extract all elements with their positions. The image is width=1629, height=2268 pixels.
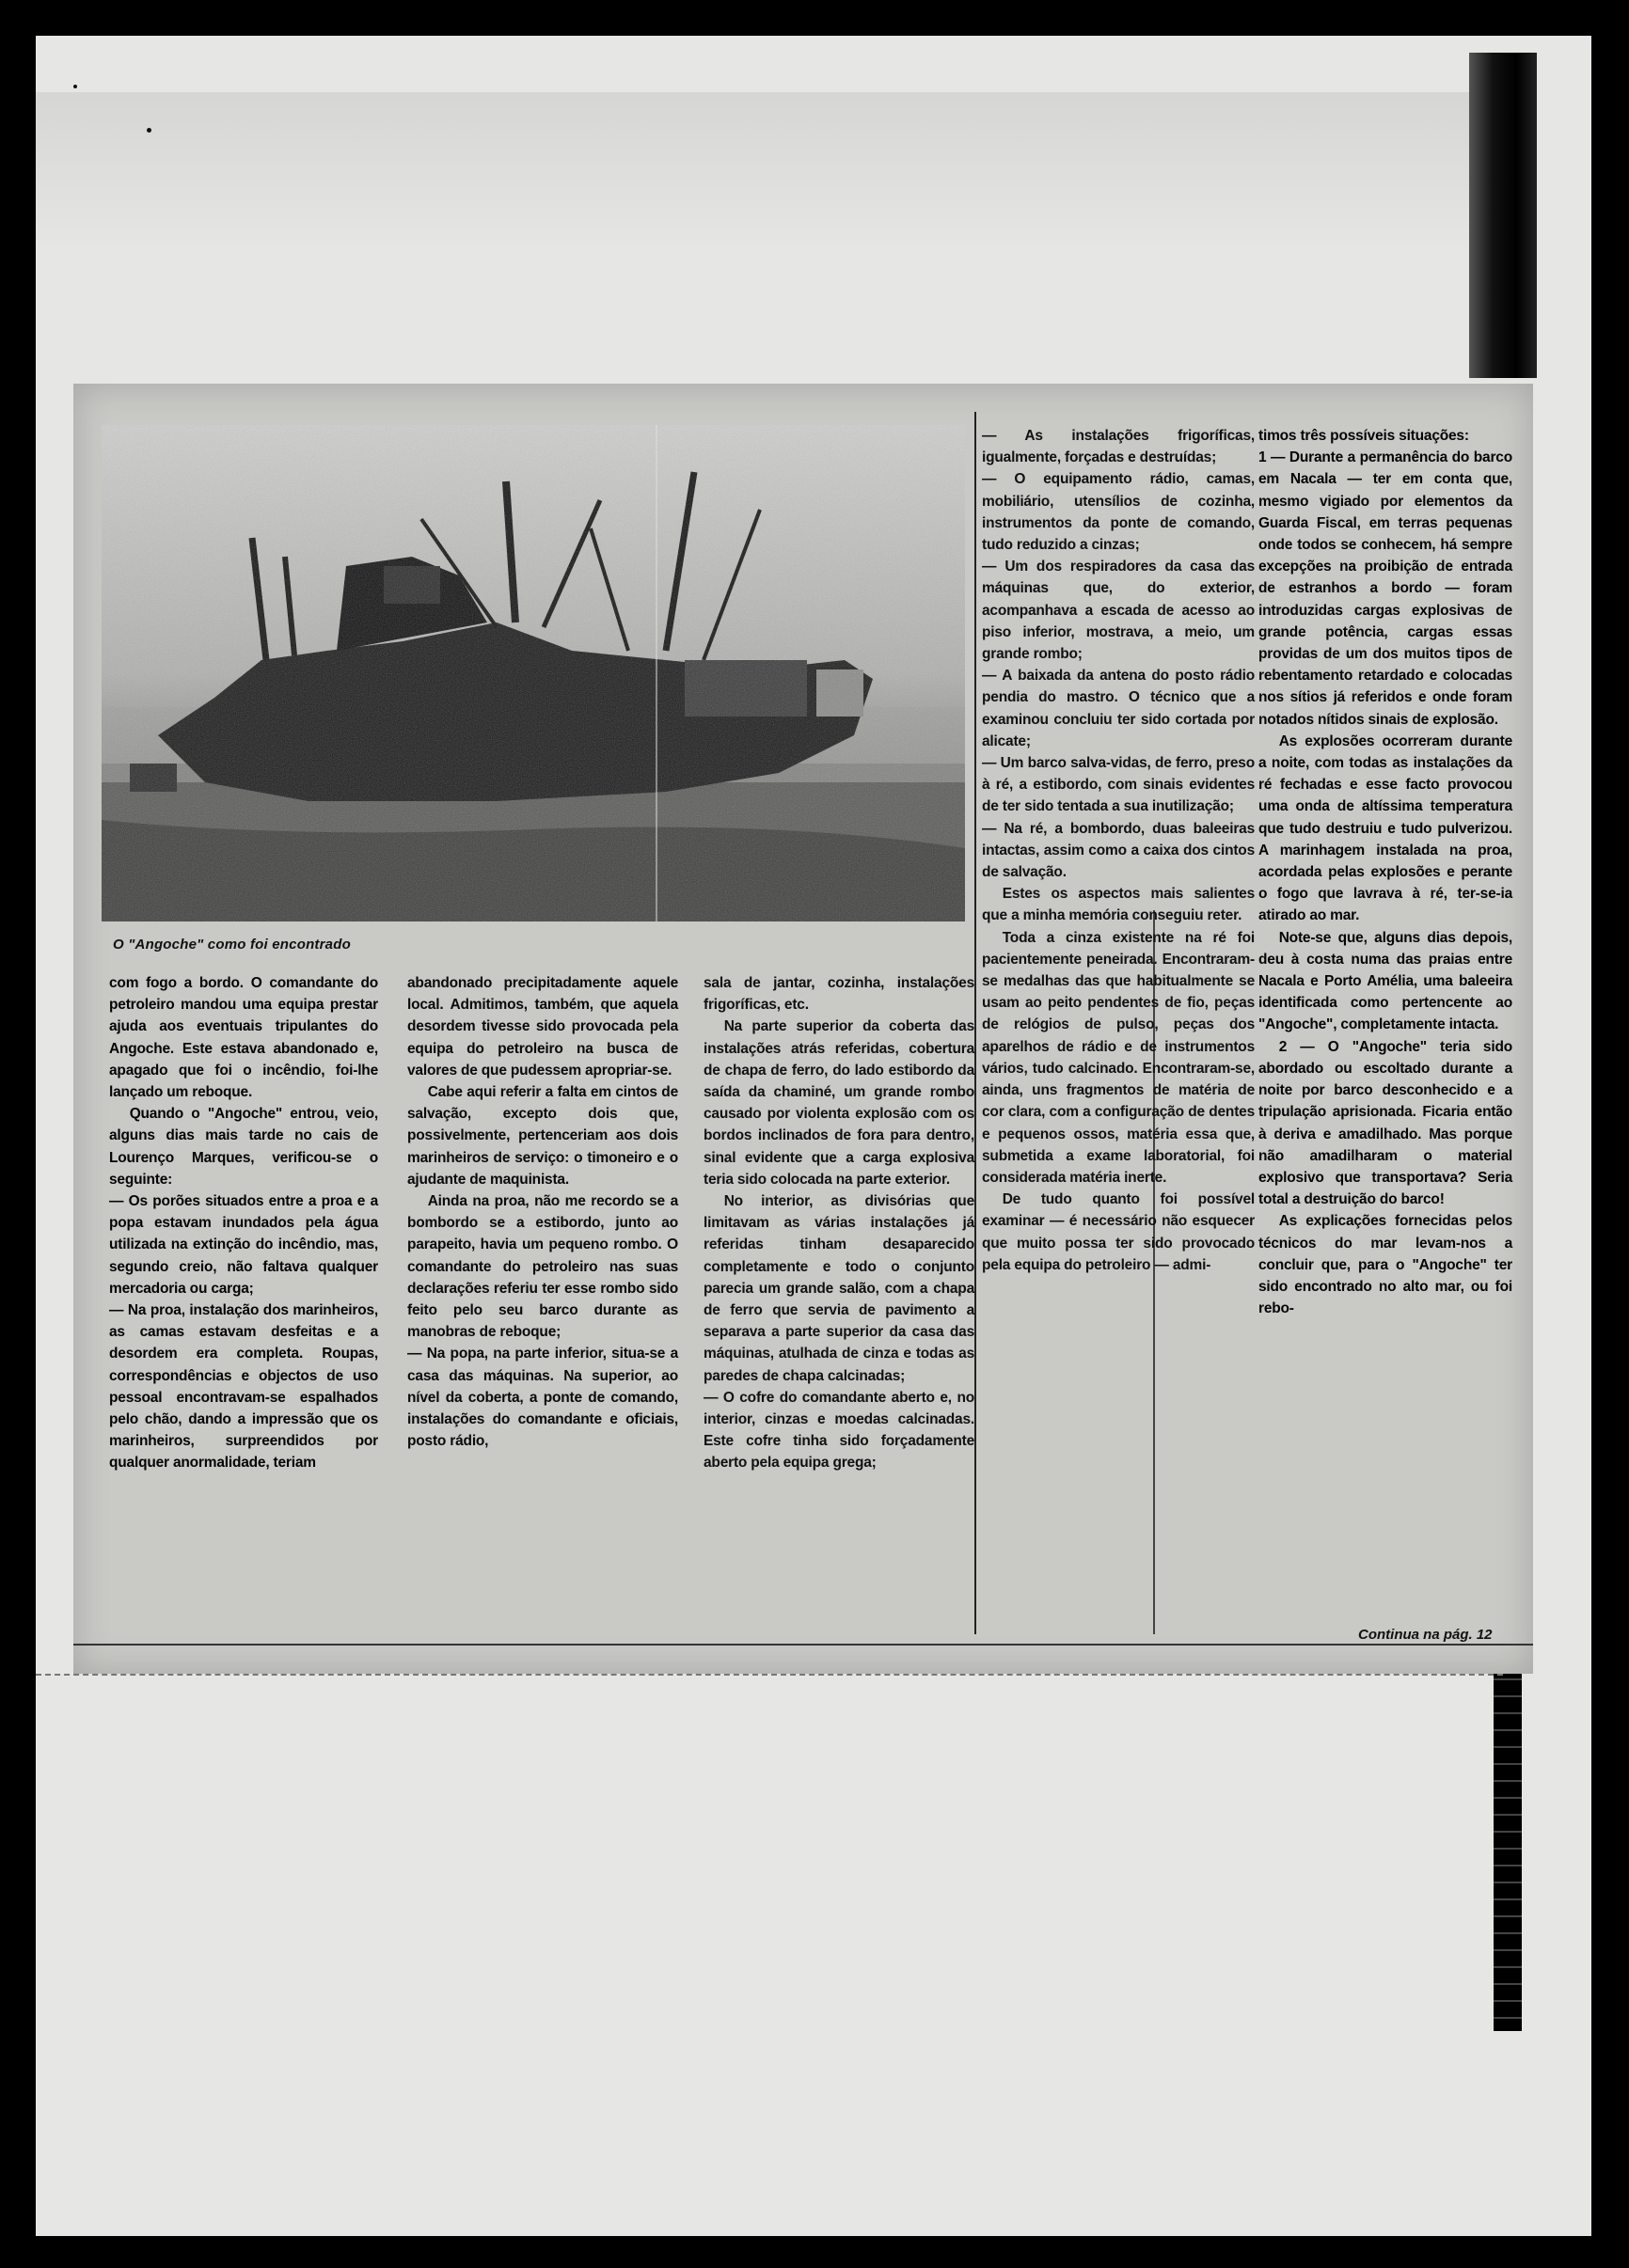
paragraph: timos três possíveis situações: [1258,428,1469,444]
paragraph: — O cofre do comandante aberto e, no interior, cinzas e moedas calcinadas. Este cofre tinha sido forçadamente aberto pela equipa grega; [704,1389,974,1472]
scan-edge-shadow [1494,1655,1522,2031]
paragraph: — A baixada da antena do posto rádio pendia do mastro. O técnico que a examinou concluiu ter sido cortada por alicate; [982,668,1255,749]
paragraph: — Os porões situados entre a proa e a popa estavam inundados pela água utilizada na extinção do incêndio, mas, segundo creio, não faltava qualquer mercadoria ou carga; [109,1193,378,1297]
paragraph: — As instalações frigoríficas, igualmente, forçadas e destruídas; [982,428,1255,466]
paragraph: — Na proa, instalação dos marinheiros, as camas estavam desfeitas e a desordem era completa. Roupas, correspondências e objectos de uso pessoal encontravam-se espalhados pelo chão, dando a impressão que os marinheiros, surpreendidos por qualquer anormalidade, teriam [109,1302,378,1472]
ship-photo [102,425,965,921]
paragraph: 2 — O "Angoche" teria sido abordado ou escoltado durante a noite por barco desconhecido e a tripulação aprisionada. Ficaria então à deriva e amadilhado. Mas porque não amadilharam o material explosivo que transportava? Seria total a destruição do barco! [1258,1038,1512,1208]
article-column-3 [704,972,974,1474]
article-column-4 [982,425,1255,1276]
article-column-5 [1258,425,1512,1319]
clipping-bottom-edge [73,1644,1533,1646]
paragraph: Quando o "Angoche" entrou, veio, alguns dias mais tarde no cais de Lourenço Marques, verificou-se o seguinte: [109,1106,378,1188]
paragraph: sala de jantar, cozinha, instalações frigoríficas, etc. [704,975,974,1014]
paragraph: abandonado precipitadamente aquele local. Admitimos, também, que aquela desordem tivesse sido provocada pela equipa do petroleiro na busca de valores de que pudessem apropriar-se. [407,975,678,1079]
paragraph: As explicações fornecidas pelos técnicos do mar levam-nos a concluir que, para o "Angoche" ter sido encontrado no alto mar, ou foi rebo- [1258,1213,1512,1317]
paragraph: No interior, as divisórias que limitavam as várias instalações já referidas tinham desaparecido completamente e todo o conjunto parecia um grande salão, com a chapa de ferro que servia de pavimento a separava a parte superior da casa das máquinas, atulhada de cinza e todas as paredes de chapa calcinadas; [704,1193,974,1384]
scan-speck [147,128,151,133]
ship-silhouette [102,425,965,921]
paragraph: — Na popa, na parte inferior, situa-se a casa das máquinas. Na superior, ao nível da coberta, a ponte de comando, instalações do comandante e oficiais, posto rádio, [407,1346,678,1450]
paragraph: 1 — Durante a permanência do barco em Nacala — ter em conta que, mesmo vigiado por elementos da Guarda Fiscal, em terras pequenas onde todos se conhecem, há sempre excepções na proibição de entrada de estranhos a bordo — foram introduzidas cargas explosivas de grande potência, cargas essas providas de um dos muitos tipos de rebentamento retardado e colocadas nos sítios já referidos e onde foram notados nítidos sinais de explosão. [1258,449,1512,728]
scan-shading [36,92,1503,252]
newspaper-clipping [73,384,1533,1674]
article-column-2 [407,972,678,1452]
paragraph: Cabe aqui referir a falta em cintos de salvação, excepto dois que, possivelmente, pertenceriam aos dois marinheiros de serviço: o timoneiro e o ajudante de maquinista. [407,1084,678,1188]
column-divider [974,412,976,1634]
paragraph: Na parte superior da coberta das instalações atrás referidas, cobertura de chapa de ferro, do lado estibordo da saída da chaminé, um grande rombo causado por violenta explosão com os bordos inclinados de fora para dentro, sinal evidente que a carga explosiva teria sido colocada na parte exterior. [704,1018,974,1188]
photo-caption: O "Angoche" como foi encontrado [113,937,351,953]
paragraph: De tudo quanto foi possível examinar — é necessário não esquecer que muito possa ter sido provocado pela equipa do petroleiro — admi- [982,1191,1255,1273]
paragraph: Toda a cinza existente na ré foi pacientemente peneirada. Encontraram-se medalhas das que habitualmente se usam ao peito pendentes de fio, peças de relógios de pulso, peças dos aparelhos de rádio e de instrumentos vários, tudo calcinado. Encontraram-se, ainda, uns fragmentos de matéria de cor clara, com a configuração de dentes e pequenos ossos, matéria essa que, submetida a exame laboratorial, foi considerada matéria inerte. [982,929,1255,1186]
paragraph: Ainda na proa, não me recordo se a bombordo se a estibordo, junto ao parapeito, havia um pequeno rombo. O comandante do petroleiro nas suas declarações referiu ter esse rombo sido feito pelo seu barco durante as manobras de reboque; [407,1193,678,1341]
paragraph: — Um barco salva-vidas, de ferro, preso à ré, a estibordo, com sinais evidentes de ter sido tentada a sua inutilização; [982,755,1255,815]
scan-edge-shadow [1469,53,1537,378]
continued-note: Continua na pág. 12 [1358,1627,1493,1643]
paragraph: As explosões ocorreram durante a noite, com todas as instalações da ré fechadas e esse facto provocou uma onda de altíssima temperatura que tudo destruiu e tudo pulverizou. A marinhagem instalada na proa, acordada pelas explosões e perante o fogo que lavrava à ré, ter-se-ia atirado ao mar. [1258,732,1512,924]
article-column-1 [109,972,378,1474]
paragraph: Estes os aspectos mais salientes que a minha memória conseguiu reter. [982,886,1255,924]
paragraph: — Um dos respiradores da casa das máquinas que, do exterior, acompanhava a escada de acesso ao piso inferior, mostrava, a meio, um grande rombo; [982,559,1255,663]
paragraph: Note-se que, alguns dias depois, deu à costa numa das praias entre Nacala e Porto Amélia, uma baleeira identificada como pertencente ao "Angoche", completamente intacta. [1258,929,1512,1033]
scan-speck [73,85,77,88]
fold-line [36,1674,1503,1676]
paragraph: — Na ré, a bombordo, duas baleeiras intactas, assim como a caixa dos cintos de salvação. [982,820,1255,881]
paragraph: — O equipamento rádio, camas, mobiliário, utensílios de cozinha, instrumentos da ponte de comando, tudo reduzido a cinzas; [982,471,1255,554]
paragraph: com fogo a bordo. O comandante do petroleiro mandou uma equipa prestar ajuda aos eventuais tripulantes do Angoche. Este estava abandonado e, apagado que foi o incêndio, foi-lhe lançado um reboque. [109,975,378,1101]
